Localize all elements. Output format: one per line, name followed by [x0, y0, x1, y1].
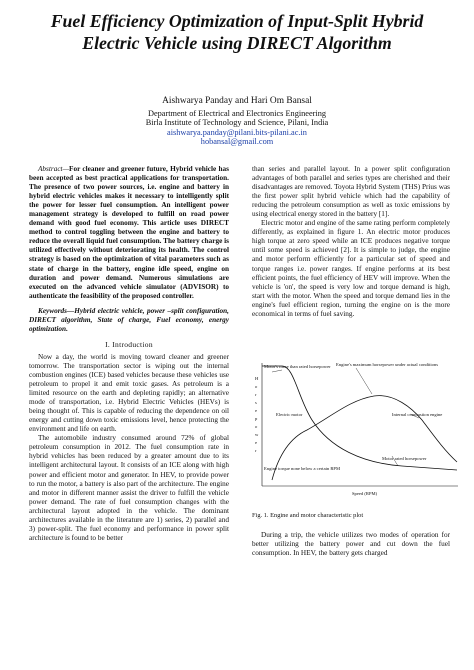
email-1[interactable]: aishwarya.panday@pilani.bits-pilani.ac.in — [167, 127, 307, 137]
motor-max-pointer — [272, 370, 282, 372]
intro-paragraph-1: Now a day, the world is moving toward cleaner and greener tomorrow. The transportation sector is wiping out the internal combustion engines (ICE) based vehicles because these vehicles use petroleum to propel it and emit toxic gases. As petroleum is a limited resource on the earth and depleting rapidly; an alternative mode of transportation, i.e. Hybrid Electric Vehicles (HEVs) is being thought of. This is capable of reducing the dependence on oil energy and cutting down toxic emissions level, hence protecting the environment and life on earth. — [29, 352, 229, 434]
label-text: Motor's more than rated horsepower — [264, 364, 331, 369]
figure-1 — [252, 358, 462, 498]
y-letter: p — [255, 416, 258, 421]
abstract-text: For cleaner and greener future, Hybrid vehicle has been accepted as best practical applications for transportation. The presence of two power sources, i.e. engine and battery in hybrid electric vehicles makes it necessary to intelligently split the power for lesser fuel consumption. An intelligent power management strategy is developed to fulfill on road power demand with good fuel economy. This article uses DIRECT method to control toggling between the engine and battery to reduce the overall liquid fuel consumption. The battery charge is utilized effectively without deteriorating its health. The control strategy is based on the optimization of vital parameters such as state of charge in the battery, engine idle speed, engine on duration and power demand. Numerous simulations are executed on the advanced vehicle simulator (ADVISOR) to authenticate the feasibility of the proposed controller. — [29, 165, 229, 300]
y-letter: H — [255, 376, 259, 381]
abstract-label: Abstract— — [38, 165, 70, 173]
figure-1-plot — [252, 358, 462, 498]
intro-paragraph-2: The automobile industry consumed around 72% of global petroleum consumption in 2012. The fuel consumption rate in hybrid vehicles has been reduced by a greater amount due to its intelligent architectural layout. It consists of an ICE along with high power and efficient motor and generator. In HEV, to provide power to run the motor, a battery is also part of the architecture. The engine and motor in different manner assist the driver to fulfill the vehicle power demand. The rate of fuel consumption changes with the architectural layout adopted in the vehicle. The dominant architectures available in the literature are 1) series, 2) parallel and 3) power-split. The fuel economy and performance in power split architecture is found to be better — [29, 434, 229, 542]
right-paragraph-2: Electric motor and engine of the same rating perform completely differently, as explained in figure 1. An electric motor produces high torque at zero speed while an ICE produces negative torque until some speed is achieved [2]. It is simple to judge, the engine and motor perform efficiently for a particular set of speed and torque ranges i.e. power ranges. If engine performs at its best efficient points, the fuel efficiency of HEV will improve. When the vehicle is 'on', the speed is very low and torque demand is high, start with the motor. When the speed and torque demand lies in the engine's fuel efficient region, turning the engine on is the more economical in terms of fuel saving. — [252, 219, 450, 318]
email-2[interactable]: hobansal@gmail.com — [200, 137, 274, 147]
title-line-1: Fuel Efficiency Optimization of Input-Split Hybrid — [50, 11, 424, 31]
institution: Birla Institute of Technology and Science, Pilani, India — [145, 118, 329, 128]
x-axis-label: Speed (RPM) — [352, 491, 378, 496]
y-letter: e — [255, 440, 258, 445]
figure-1-caption: Fig. 1. Engine and motor characteristic plot — [252, 512, 364, 519]
y-letter: e — [255, 408, 258, 413]
y-letter: o — [255, 424, 258, 429]
right-column-bottom — [252, 531, 450, 558]
engine-torque-label: Engine torque none below a certain RPM — [264, 466, 341, 471]
author-block — [0, 97, 474, 147]
left-column — [29, 165, 229, 543]
y-axis-label — [255, 376, 259, 453]
keywords — [29, 307, 229, 334]
engine-max-label — [336, 362, 438, 367]
right-column-top — [252, 165, 450, 319]
keywords-text: Hybrid electric vehicle, power –split configuration, DIRECT algorithm, State of charge, Fuel economy, energy optimization. — [29, 306, 229, 333]
y-letter: o — [255, 384, 258, 389]
right-paragraph-1: than series and parallel layout. In a power split configuration advantages of both parallel and series types are cherished and their disadvantages are removed. Toyota Hybrid System (THS) Prius was the first power split hybrid vehicle which had the capability of reducing the petroleum consumption as well as toxic emissions by using electrical energy stored in the battery [1]. — [252, 165, 450, 219]
y-letter: w — [255, 432, 259, 437]
ice-label: Internal combustion engine — [392, 412, 443, 417]
section-heading-intro: I. Introduction — [105, 339, 153, 349]
y-letter: r — [255, 392, 257, 397]
paper-title — [20, 10, 454, 54]
motor-rated-label: Motor rated horsepower — [382, 456, 427, 461]
right-paragraph-3: During a trip, the vehicle utilizes two modes of operation for better utilizing the battery power and cut down the fuel consumption. In HEV, the battery gets charged — [252, 531, 450, 558]
abstract — [29, 165, 229, 301]
electric-motor-label: Electric motor — [276, 412, 303, 417]
title-line-2: Electric Vehicle using DIRECT Algorithm — [82, 33, 392, 53]
y-letter: r — [255, 448, 257, 453]
author-names: Aishwarya Panday and Hari Om Bansal — [162, 96, 312, 106]
engine-max-pointer — [356, 368, 372, 394]
department: Department of Electrical and Electronics Engineering — [147, 108, 327, 118]
motor-max-label — [264, 364, 331, 369]
keywords-label: Keywords— — [38, 306, 75, 315]
label-text: Engine's maximum horsepower under actual conditions — [336, 362, 438, 367]
motor-curve — [262, 366, 457, 470]
y-letter: s — [255, 400, 257, 405]
